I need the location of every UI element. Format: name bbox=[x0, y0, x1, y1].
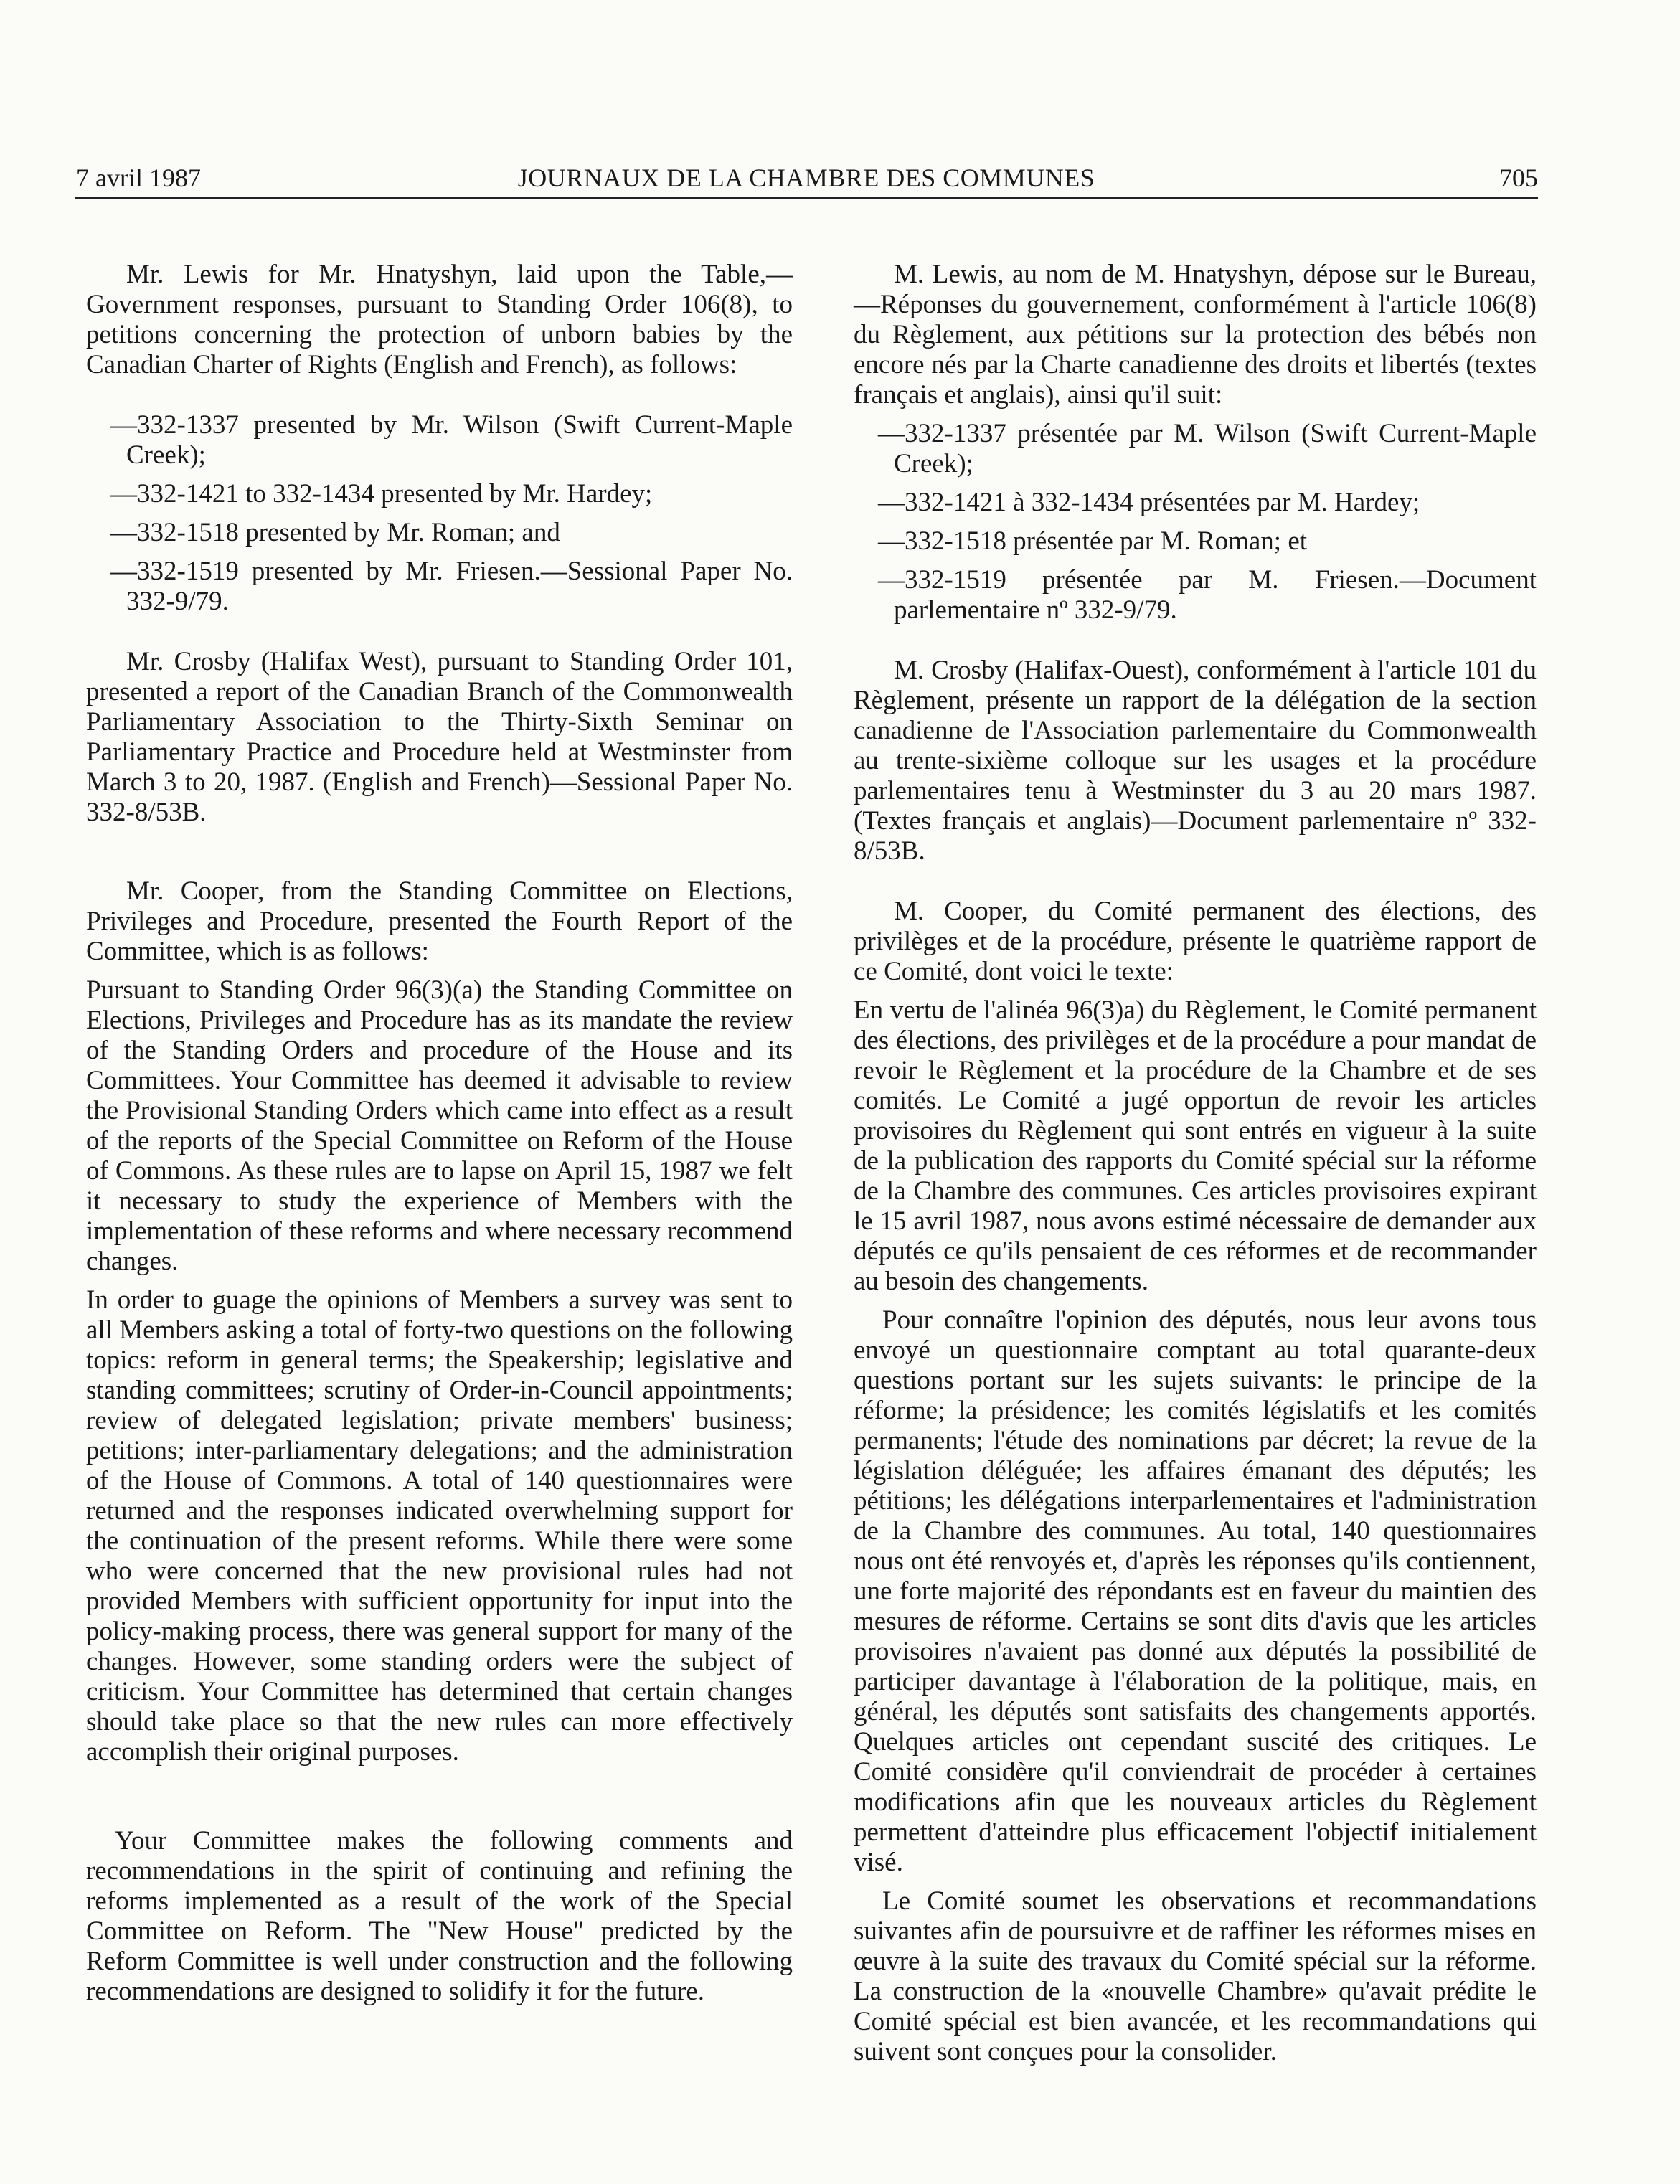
list-item: —332-1421 à 332-1434 présentées par M. Hardey; bbox=[878, 488, 1420, 517]
list-item: —332-1421 to 332-1434 presented by Mr. Hardey; bbox=[110, 479, 653, 509]
report-paragraph-2: In order to guage the opinions of Members a survey was sent to all Members asking a total of forty-two questions on the following topics: reform in general terms; the Speakership; legislative and standing committees; scrutiny of Order-in-Council appointments; review of delegated legislation; private members' business; petitions; inter-parliamentary delegations; and the administration of the House of Commons. A total of 140 questionnaires were returned and the responses indicated overwhelming support for the continuation of the present reforms. While there were some who were concerned that the new provisional rules had not provided Members with sufficient opportunity for input into the policy-making process, there was general support for many of the changes. However, some standing orders were the subject of criticism. Your Committee has determined that certain changes should take place so that the new rules can more effectively accomplish their original purposes. bbox=[86, 1285, 793, 1767]
paragraph-crosby: Mr. Crosby (Halifax West), pursuant to Standing Order 101, presented a report of the Canadian Branch of the Commonwealth Parliamentary Association to the Thirty-Sixth Seminar on Parliamentary Practice and Procedure held at Westminster from March 3 to 20, 1987. (English and French)—Sessional Paper No. 332-8/53B. bbox=[86, 647, 793, 827]
page-header bbox=[75, 153, 1538, 199]
header-date: 7 avril 1987 bbox=[76, 164, 201, 192]
list-item: —332-1519 presented by Mr. Friesen.—Sessional Paper No. 332-9/79. bbox=[110, 557, 793, 616]
english-column bbox=[86, 260, 793, 2007]
list-item: —332-1519 présentée par M. Friesen.—Document parlementaire nº 332-9/79. bbox=[878, 565, 1537, 625]
list-item: —332-1337 présentée par M. Wilson (Swift Current-Maple Creek); bbox=[878, 419, 1537, 478]
report-paragraph-1-fr: En vertu de l'alinéa 96(3)a) du Règlement, le Comité permanent des élections, des privilèges et de la procédure a pour mandat de revoir le Règlement et la procédure de la Chambre et de ses comités. Le Comité a jugé opportun de revoir les articles provisoires du Règlement qui sont entrés en vigueur à la suite de la publication des rapports du Comité spécial sur la réforme de la Chambre des communes. Ces articles provisoires expirant le 15 avril 1987, nous avons estimé nécessaire de demander aux députés ce qu'ils pensaient de ces réformes et de recommander au besoin des changements. bbox=[854, 996, 1537, 1296]
report-paragraph-1: Pursuant to Standing Order 96(3)(a) the Standing Committee on Elections, Privileges and Procedure has as its mandate the review of the Standing Orders and procedure of the House and its Committees. Your Committee has deemed it advisable to review the Provisional Standing Orders which came into effect as a result of the reports of the Special Committee on Reform of the House of Commons. As these rules are to lapse on April 15, 1987 we felt it necessary to study the experience of Members with the implementation of these reforms and where necessary recommend changes. bbox=[86, 975, 793, 1276]
report-paragraph-3: Your Committee makes the following comments and recommendations in the spirit of continuing and refining the reforms implemented as a result of the work of the Special Committee on Reform. The "New House" predicted by the Reform Committee is well under construction and the following recommendations are designed to solidify it for the future. bbox=[86, 1826, 793, 2006]
report-paragraph-2-fr: Pour connaître l'opinion des députés, nous leur avons tous envoyé un questionnaire comptant au total quarante-deux questions portant sur les sujets suivants: le principe de la réforme; la présidence; les comités législatifs et les comités permanents; l'étude des nominations par décret; la revue de la législation déléguée; les affaires émanant des députés; les pétitions; les délégations interparlementaires et l'administration de la Chambre des communes. Au total, 140 questionnaires nous ont été renvoyés et, d'après les réponses qu'ils contiennent, une forte majorité des répondants est en faveur du maintien des mesures de réforme. Certains se sont dits d'avis que les articles provisoires n'avaient pas donné aux députés la possibilité de participer davantage à l'élaboration de la politique, mais, en général, les députés sont satisfaits des changements apportés. Quelques articles ont cependant suscité des critiques. Le Comité considère qu'il conviendrait de procéder à certaines modifications afin que les nouveaux articles du Règlement permettent d'atteindre plus efficacement l'objectif initialement visé. bbox=[854, 1305, 1537, 1877]
french-column bbox=[854, 260, 1537, 2067]
list-item: —332-1518 présentée par M. Roman; et bbox=[878, 526, 1308, 556]
paragraph-cooper-fr: M. Cooper, du Comité permanent des élections, des privilèges et de la procédure, présente le quatrième rapport de ce Comité, dont voici le texte: bbox=[854, 897, 1537, 986]
header-title: JOURNAUX DE LA CHAMBRE DES COMMUNES bbox=[517, 164, 1095, 192]
paragraph-lewis: Mr. Lewis for Mr. Hnatyshyn, laid upon the Table,—Government responses, pursuant to Standing Order 106(8), to petitions concerning the protection of unborn babies by the Canadian Charter of Rights (English and French), as follows: bbox=[86, 260, 793, 379]
list-item: —332-1518 presented by Mr. Roman; and bbox=[110, 518, 560, 547]
paragraph-cooper: Mr. Cooper, from the Standing Committee on Elections, Privileges and Procedure, presented the Fourth Report of the Committee, which is as follows: bbox=[86, 876, 793, 966]
page-number: 705 bbox=[1499, 164, 1538, 192]
paragraph-lewis-fr: M. Lewis, au nom de M. Hnatyshyn, dépose sur le Bureau,—Réponses du gouvernement, conformément à l'article 106(8) du Règlement, aux pétitions sur la protection des bébés non encore nés par la Charte canadienne des droits et libertés (textes français et anglais), ainsi qu'il suit: bbox=[854, 260, 1537, 410]
report-paragraph-3-fr: Le Comité soumet les observations et recommandations suivantes afin de poursuivre et de raffiner les réformes mises en œuvre à la suite des travaux du Comité spécial sur la réforme. La construction de la «nouvelle Chambre» qu'avait prédite le Comité spécial est bien avancée, et les recommandations qui suivent sont conçues pour la consolider. bbox=[854, 1886, 1537, 2066]
paragraph-crosby-fr: M. Crosby (Halifax-Ouest), conformément à l'article 101 du Règlement, présente un rapport de la délégation de la section canadienne de l'Association parlementaire du Commonwealth au trente-sixième colloque sur les usages et la procédure parlementaires tenu à Westminster du 3 au 20 mars 1987. (Textes français et anglais)—Document parlementaire nº 332-8/53B. bbox=[854, 656, 1537, 866]
list-item: —332-1337 presented by Mr. Wilson (Swift Current-Maple Creek); bbox=[110, 410, 793, 470]
